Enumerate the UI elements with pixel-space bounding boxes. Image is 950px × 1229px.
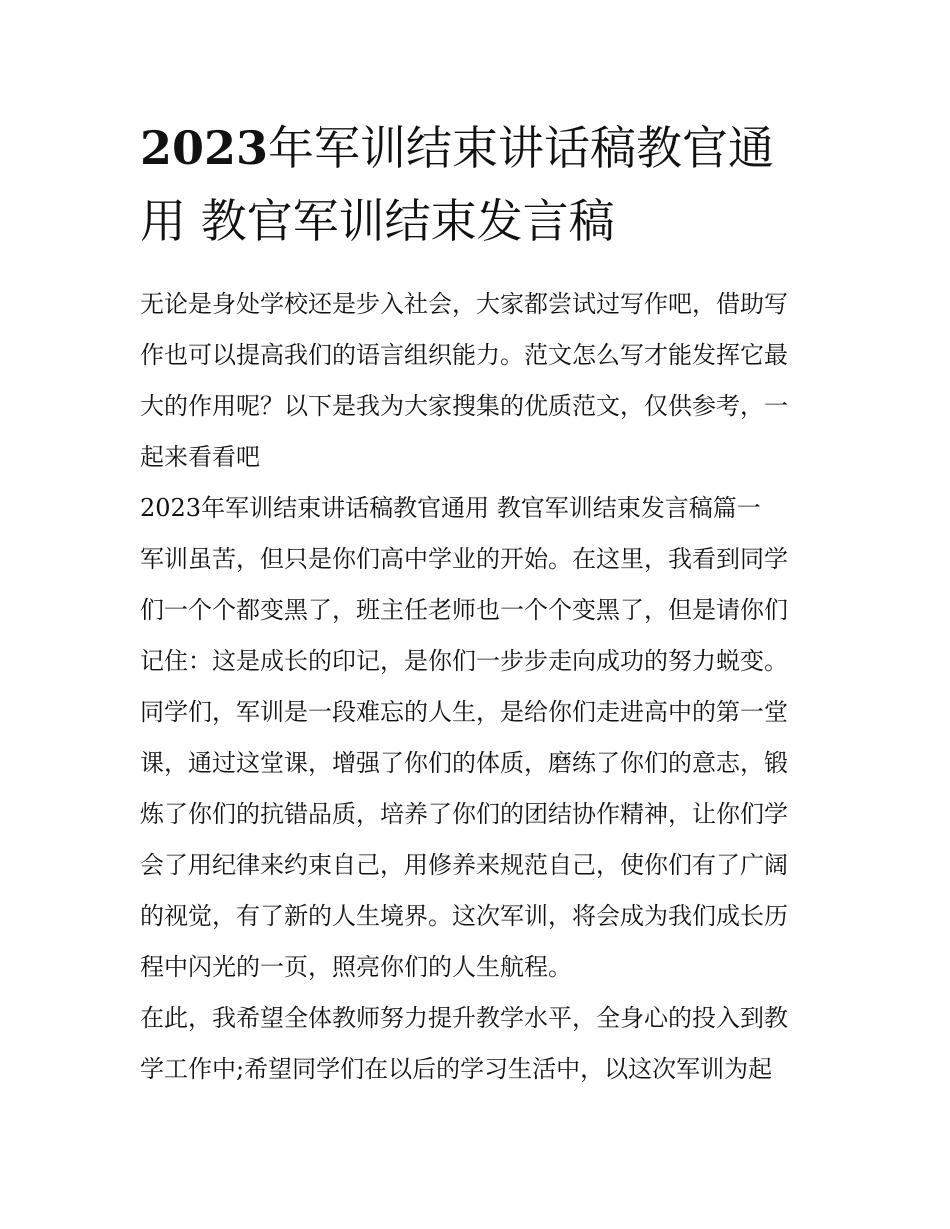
- intro-line: 无论是身处学校还是步入社会，大家都尝试过写作吧，借助写: [140, 290, 788, 318]
- intro-paragraph: [140, 279, 820, 483]
- document-body: [140, 279, 820, 1095]
- paragraph-line: 同学们，军训是一段难忘的人生，是给你们走进高中的第一堂: [140, 698, 788, 726]
- title-line2-text: 用 教官军训结束发言稿: [140, 194, 615, 248]
- paragraph-line: 会了用纪律来约束自己，用修养来规范自己，使你们有了广阔: [140, 851, 788, 879]
- title-line1-text: 年军训结束讲话稿教官通: [268, 121, 775, 175]
- paragraph-line: 的视觉，有了新的人生境界。这次军训，将会成为我们成长历: [140, 902, 788, 930]
- body-paragraph-2: [140, 687, 820, 993]
- intro-line: 大的作用呢？以下是我为大家搜集的优质范文，仅供参考，一: [140, 392, 788, 420]
- paragraph-line: 程中闪光的一页，照亮你们的人生航程。: [140, 953, 572, 981]
- intro-line: 作也可以提高我们的语言组织能力。范文怎么写才能发挥它最: [140, 341, 788, 369]
- paragraph-line: 在此，我希望全体教师努力提升教学水平，全身心的投入到教: [140, 1004, 788, 1032]
- section-heading-year: 2023: [140, 494, 202, 522]
- paragraph-line: 记住：这是成长的印记，是你们一步步走向成功的努力蜕变。: [140, 647, 788, 675]
- paragraph-line: 军训虽苦，但只是你们高中学业的开始。在这里，我看到同学: [140, 545, 788, 573]
- paragraph-line: 炼了你们的抗错品质，培养了你们的团结协作精神，让你们学: [140, 800, 788, 828]
- body-paragraph-3: [140, 993, 820, 1095]
- body-paragraph-1: [140, 534, 820, 687]
- title-year: 2023: [140, 121, 269, 175]
- paragraph-line: 学工作中;希望同学们在以后的学习生活中，以这次军训为起: [140, 1055, 773, 1083]
- document-title: [140, 112, 830, 258]
- paragraph-line: 们一个个都变黑了，班主任老师也一个个变黑了，但是请你们: [140, 596, 788, 624]
- intro-line: 起来看看吧: [140, 443, 260, 471]
- section-heading-line: [140, 483, 820, 534]
- section-heading: [140, 483, 820, 534]
- section-heading-text: 年军训结束讲话稿教官通用 教官军训结束发言稿篇一: [201, 494, 761, 522]
- paragraph-line: 课，通过这堂课，增强了你们的体质，磨练了你们的意志，锻: [140, 749, 788, 777]
